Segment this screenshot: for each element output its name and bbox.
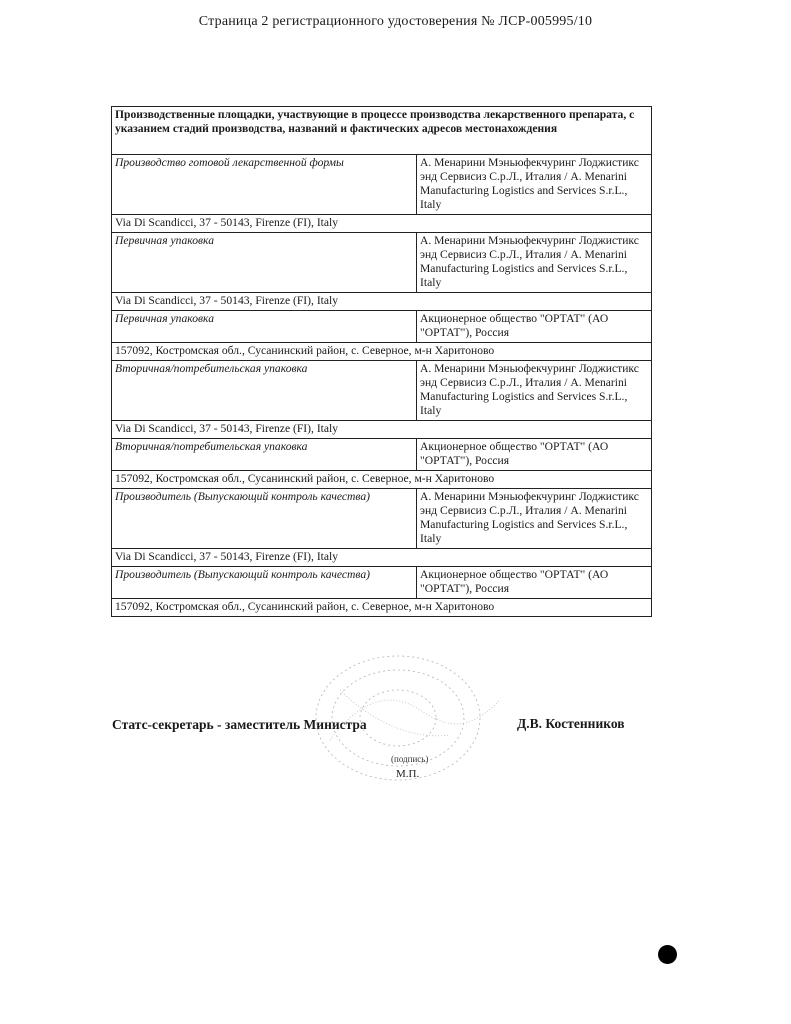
punch-hole-mark	[658, 945, 677, 964]
manufacturer-cell: Акционерное общество "ОРТАТ" (АО "ОРТАТ"), Россия	[417, 439, 652, 471]
production-stage-cell: Производитель (Выпускающий контроль качества)	[112, 489, 417, 549]
manufacturer-cell: А. Менарини Мэньюфекчуринг Лоджистикс энд Сервисиз С.р.Л., Италия / A. Menarini Manufacturing Logistics and Services S.r.L., Italy	[417, 155, 652, 215]
table-heading: Производственные площадки, участвующие в процессе производства лекарственного препарата, с указанием стадий производства, названий и фактических адресов местонахождения	[112, 107, 652, 155]
site-address-cell: 157092, Костромская обл., Сусанинский район, с. Северное, м-н Харитоново	[112, 471, 652, 489]
site-address-cell: Via Di Scandicci, 37 - 50143, Firenze (FI), Italy	[112, 215, 652, 233]
table-row	[112, 311, 652, 343]
signatory-position: Статс-секретарь - заместитель Министра	[112, 717, 367, 732]
manufacturer-cell: А. Менарини Мэньюфекчуринг Лоджистикс энд Сервисиз С.р.Л., Италия / A. Menarini Manufacturing Logistics and Services S.r.L., Italy	[417, 489, 652, 549]
signatory-name: Д.В. Костенников	[517, 716, 625, 731]
production-stage-cell: Вторичная/потребительская упаковка	[112, 439, 417, 471]
table-row	[112, 155, 652, 215]
manufacturer-cell: Акционерное общество "ОРТАТ" (АО "ОРТАТ"), Россия	[417, 567, 652, 599]
table-row	[112, 489, 652, 549]
table-row	[112, 567, 652, 599]
table-row	[112, 599, 652, 617]
table-row	[112, 293, 652, 311]
table-row	[112, 439, 652, 471]
table-row	[112, 215, 652, 233]
production-stage-cell: Производство готовой лекарственной формы	[112, 155, 417, 215]
table-row	[112, 421, 652, 439]
site-address-cell: Via Di Scandicci, 37 - 50143, Firenze (FI), Italy	[112, 293, 652, 311]
site-address-cell: 157092, Костромская обл., Сусанинский район, с. Северное, м-н Харитоново	[112, 599, 652, 617]
table-row	[112, 343, 652, 361]
table-row	[112, 471, 652, 489]
table-row	[112, 549, 652, 567]
production-stage-cell: Вторичная/потребительская упаковка	[112, 361, 417, 421]
stamp-place-label: М.П.	[396, 768, 420, 780]
production-stage-cell: Производитель (Выпускающий контроль качества)	[112, 567, 417, 599]
manufacturer-cell: Акционерное общество "ОРТАТ" (АО "ОРТАТ"), Россия	[417, 311, 652, 343]
manufacturer-cell: А. Менарини Мэньюфекчуринг Лоджистикс энд Сервисиз С.р.Л., Италия / A. Menarini Manufacturing Logistics and Services S.r.L., Italy	[417, 361, 652, 421]
table-row	[112, 361, 652, 421]
production-sites-table	[111, 106, 652, 617]
site-address-cell: Via Di Scandicci, 37 - 50143, Firenze (FI), Italy	[112, 421, 652, 439]
site-address-cell: Via Di Scandicci, 37 - 50143, Firenze (FI), Italy	[112, 549, 652, 567]
page-title: Страница 2 регистрационного удостоверения № ЛСР-005995/10	[198, 14, 593, 29]
production-stage-cell: Первичная упаковка	[112, 233, 417, 293]
table-header-row	[112, 107, 652, 155]
site-address-cell: 157092, Костромская обл., Сусанинский район, с. Северное, м-н Харитоново	[112, 343, 652, 361]
table-row	[112, 233, 652, 293]
signature-caption: (подпись)	[391, 754, 429, 764]
production-stage-cell: Первичная упаковка	[112, 311, 417, 343]
manufacturer-cell: А. Менарини Мэньюфекчуринг Лоджистикс энд Сервисиз С.р.Л., Италия / A. Menarini Manufacturing Logistics and Services S.r.L., Italy	[417, 233, 652, 293]
